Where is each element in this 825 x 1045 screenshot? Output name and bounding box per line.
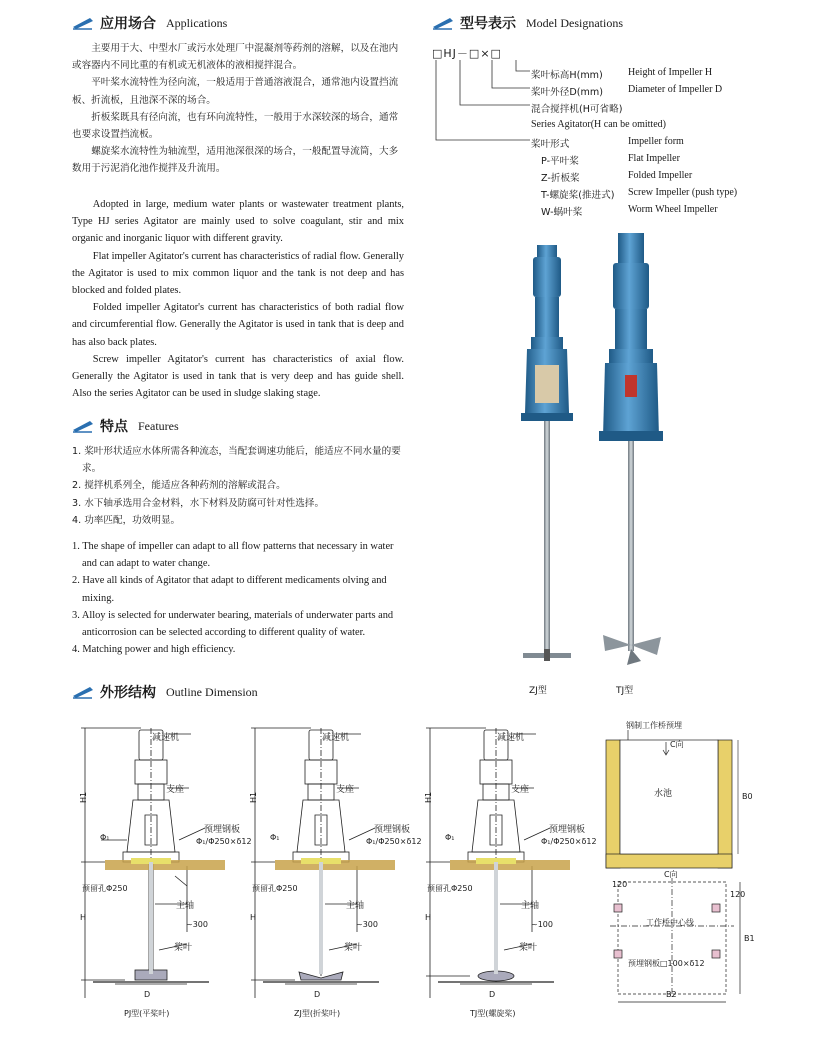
zj-phi1: Φ₁ [270,833,280,842]
feat-cn-4: 4. 功率匹配，功效明显。 [72,514,181,526]
tj-support: 支座 [511,785,530,795]
model-row-3-cn: 混合搅拌机(H可省略) [531,104,623,115]
c-view-label: C向 [664,870,678,879]
app-cn-p3: 折板桨既具有径向流，也有环向流特性，一般用于水深较深的场合，通常也要求设置挡流板。 [72,111,399,141]
pen-icon [72,419,94,433]
tj-dim100: ~100 [531,920,553,929]
app-cn-p2: 平叶桨水流特性为径向流，一般适用于普通溶液混合，通常池内设置挡流板、折流板，且池深不深的场合。 [72,77,399,106]
model-row-9-cn: W-蜗叶桨 [541,207,583,218]
zj-h: H [250,913,257,922]
zj-caption: ZJ型(折桨叶) [294,1009,341,1018]
applications-header [72,13,227,33]
model-title-en: Model Designations [526,15,623,30]
drawing-zj [245,720,420,1020]
tj-phi1: Φ₁ [445,833,455,842]
model-code: □HJ－□×□ [432,47,502,60]
tj-h: H [425,913,432,922]
zj-agitator-photo [521,245,573,661]
feat-cn-3: 3. 水下轴承选用合金材料，水下材料及防腐可针对性选择。 [72,497,325,509]
outline-header [72,682,258,702]
model-row-1-en: Height of Impeller H [628,67,713,78]
zj-h1: H1 [249,791,259,804]
model-row-5-en: Impeller form [628,136,684,147]
pj-phi1: Φ₁ [100,833,110,842]
c-view-120a: 120 [612,880,628,889]
features-cn-list [72,443,404,529]
model-row-7-en: Folded Impeller [628,170,693,181]
pj-plate: 预埋钢板 [204,825,241,835]
pen-icon [432,16,454,30]
photo-caption-zj: ZJ型 [529,686,547,696]
c-view-center: 工作桥中心线 [646,918,694,927]
pj-caption: PJ型(平桨叶) [124,1009,170,1018]
features-title-en: Features [138,418,179,433]
model-row-8-en: Screw Impeller (push type) [628,187,738,198]
pj-blade: 桨叶 [174,943,193,953]
tj-d: D [489,990,496,999]
zj-reducer: 减速机 [322,733,350,743]
model-row-6-cn: P-平叶桨 [541,156,579,167]
features-title-cn: 特点 [100,419,128,435]
pj-h1: H1 [79,791,89,804]
pj-d: D [144,990,151,999]
zj-plate: 预埋钢板 [374,825,411,835]
tj-agitator-photo [599,233,663,665]
app-cn-p4: 螺旋桨水流特性为轴流型，适用池深很深的场合，一般配置导流筒，大多数用于污泥消化池作搅拌及升流用。 [72,146,399,175]
features-en-list [72,538,404,658]
feat-en-3: 3. Alloy is selected for underwater bearing, materials of underwater parts and anticorrosion can be selected according to different quality of water. [72,609,394,639]
model-leader-lines [432,58,532,208]
drawing-tank [600,720,760,1020]
pj-plate-spec: Φ₁/Φ250×δ12 [196,837,252,846]
tj-hole: 预留孔Φ250 [427,884,473,893]
tank-dir-label: C向 [670,740,684,749]
model-header [432,13,623,33]
tj-caption: TJ型(螺旋桨) [470,1009,516,1018]
app-en-p2: Flat impeller Agitator's current has characteristics of radial flow. Generally the Agitator is used to mix common liquor and the tank is not deep and has blocked and folded plates. [72,250,404,297]
model-row-4: Series Agitator(H can be omitted) [531,119,666,130]
model-row-2-en: Diameter of Impeller D [628,84,723,95]
tj-plate: 预埋钢板 [549,825,586,835]
zj-dim300: ~300 [356,920,378,929]
outline-title-cn: 外形结构 [100,685,156,701]
app-en-p4: Screw impeller Agitator's current has characteristics of axial flow. Generally the Agitator is used in tank that is very deep and has guide shell. Also the series Agitator can be used in sludge slaking stage. [72,353,404,400]
features-header [72,416,179,436]
model-row-8-cn: T-螺旋桨(推进式) [541,190,615,201]
zj-shaft: 主轴 [346,901,365,911]
zj-support: 支座 [336,785,355,795]
pj-h: H [80,913,87,922]
zj-blade: 桨叶 [344,943,363,953]
app-en-p1: Adopted in large, medium water plants or wastewater treatment plants, Type HJ series Agitator are mainly used to solve coagulant, stir and mix organic and inorganic liquor with different gravity. [72,199,404,245]
model-row-5-cn: 桨叶形式 [531,139,570,150]
pj-hole: 预留孔Φ250 [82,884,128,893]
tj-blade: 桨叶 [519,943,538,953]
pen-icon [72,685,94,699]
c-view-b1: B1 [744,934,755,943]
c-view-plate: 预埋钢板□100×δ12 [628,959,705,968]
tj-plate-spec: Φ₁/Φ250×δ12 [541,837,597,846]
photo-caption-tj: TJ型 [616,686,634,696]
app-cn-p1: 主要用于大、中型水厂或污水处理厂中混凝剂等药剂的溶解，以及在池内或容器内不同比重的有机或无机液体的液相搅拌混合。 [72,43,399,72]
zj-d: D [314,990,321,999]
model-row-1-cn: 桨叶标高H(mm) [531,70,603,81]
pen-icon [72,16,94,30]
model-row-2-cn: 桨叶外径D(mm) [531,87,603,98]
tank-top-label: 钢制工作桥预埋 [626,721,682,730]
tank-b0: B0 [742,792,753,801]
pj-reducer: 减速机 [152,733,180,743]
feat-en-4: 4. Matching power and high efficiency. [72,644,236,656]
tank-section [606,730,738,868]
model-row-9-en: Worm Wheel Impeller [628,204,718,215]
c-view-b2: B2 [666,990,677,999]
tj-reducer: 减速机 [497,733,525,743]
app-en-p3: Folded impeller Agitator's current has characteristics of both radial flow and circumferential flow. Generally the Agitator is used in tank that is deep and has also back plates. [72,302,404,348]
feat-en-2: 2. Have all kinds of Agitator that adapt to different medicaments olving and mixing. [72,575,387,604]
outline-title-en: Outline Dimension [166,684,258,699]
applications-title-cn: 应用场合 [100,16,156,32]
applications-title-en: Applications [166,15,228,30]
zj-hole: 预留孔Φ250 [252,884,298,893]
feat-cn-2: 2. 搅拌机系列全，能适应各种药剂的溶解或混合。 [72,480,286,492]
feat-en-1: 1. The shape of impeller can adapt to all flow patterns that necessary in water and can adapt to water change. [72,541,394,570]
applications-en-text [72,196,404,402]
drawing-tj [420,720,595,1020]
pj-support: 支座 [166,785,185,795]
tank-pool: 水池 [654,789,673,799]
c-view-plan [610,878,740,1002]
model-row-7-cn: Z-折板桨 [541,173,580,184]
feat-cn-1: 1. 桨叶形状适应水体所需各种流态，当配套调速功能后，能适应不同水量的要求。 [72,446,401,475]
drawing-pj [75,720,250,1020]
tj-h1: H1 [424,791,434,804]
tj-shaft: 主轴 [521,901,540,911]
model-row-6-en: Flat Impeller [628,153,680,164]
zj-plate-spec: Φ₁/Φ250×δ12 [366,837,422,846]
model-title-cn: 型号表示 [460,16,516,32]
pj-shaft: 主轴 [176,901,195,911]
agitator-photos [495,225,695,675]
pj-dim300: ~300 [186,920,208,929]
applications-cn-text [72,40,404,178]
c-view-120b: 120 [730,890,746,899]
